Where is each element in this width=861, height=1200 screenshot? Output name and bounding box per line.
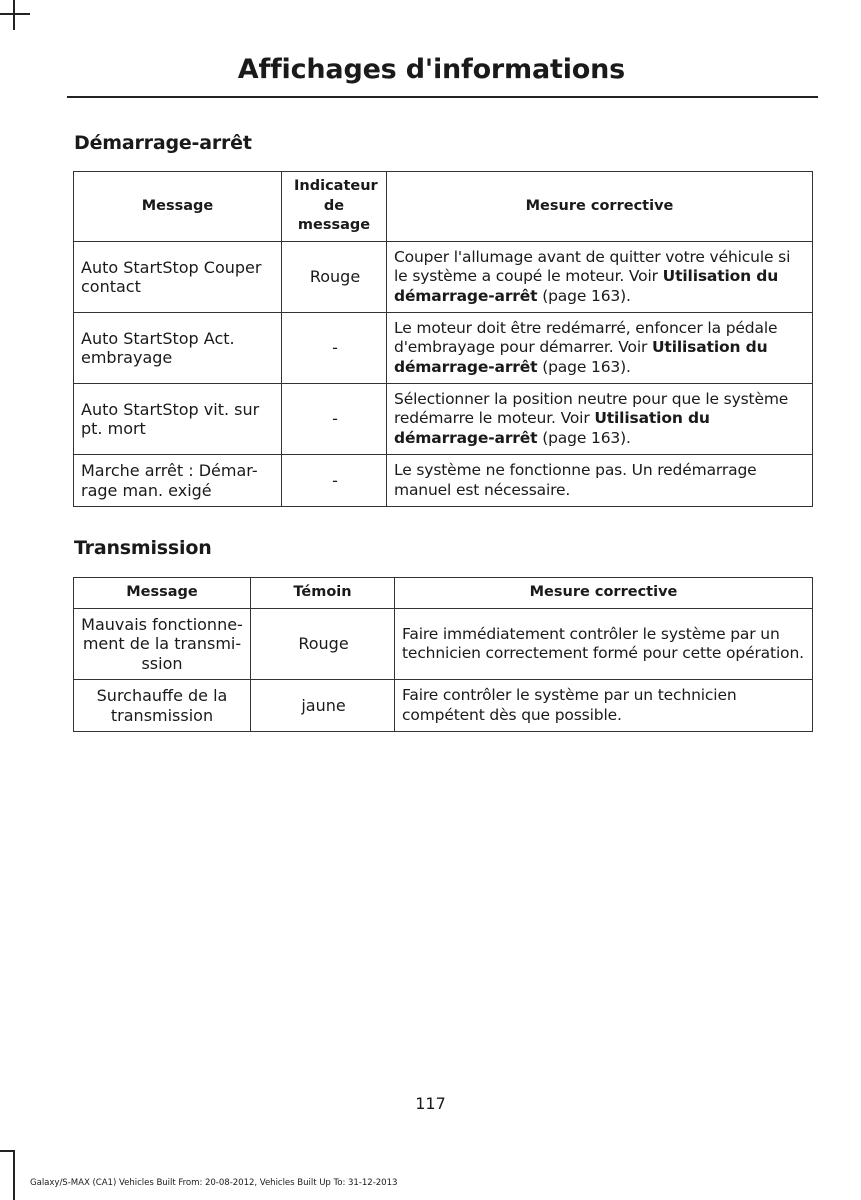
message-cell: Marche arrêt : Démar-rage man. exigé: [74, 455, 282, 507]
message-cell: Auto StartStop vit. sur pt. mort: [74, 384, 282, 455]
footer-vehicle-info: Galaxy/S-MAX (CA1) Vehicles Built From: 20-08-2012, Vehicles Built Up To: 31-12-2013: [30, 1178, 398, 1188]
column-header-indicator: Témoin: [251, 578, 395, 609]
cross-reference-link[interactable]: Utilisation du démarrage-arrêt: [394, 267, 779, 305]
corrective-action-cell: [387, 313, 813, 384]
action-text: Couper l'allumage avant de quitter votre véhicule si le système a coupé le moteur. Voir: [394, 247, 791, 286]
action-text: Le moteur doit être redémarré, enfoncer la pédale d'embrayage pour démarrer. Voir: [394, 318, 778, 357]
table-row: [74, 455, 813, 507]
page-title: Affichages d'informations: [237, 54, 625, 85]
indicator-cell: -: [282, 384, 387, 455]
table-row: [74, 242, 813, 313]
column-header-message: Message: [74, 172, 282, 242]
cross-reference-link[interactable]: Utilisation du démarrage-arrêt: [394, 338, 768, 376]
page-reference: (page 163).: [537, 286, 631, 305]
header-divider: [67, 96, 818, 98]
indicator-cell: -: [282, 313, 387, 384]
crop-mark-top-left-vertical: [13, 0, 15, 30]
indicator-cell: jaune: [251, 680, 395, 732]
message-cell: Auto StartStop Act. embrayage: [74, 313, 282, 384]
message-cell: Auto StartStop Couper contact: [74, 242, 282, 313]
message-cell: Mauvais fonctionne-ment de la transmi-ssion: [74, 609, 251, 680]
corrective-action-cell: [387, 242, 813, 313]
corrective-action-cell: [387, 384, 813, 455]
transmission-table: [73, 577, 813, 732]
column-header-message: Message: [74, 578, 251, 609]
corrective-action-cell: Le système ne fonctionne pas. Un redémarrage manuel est nécessaire.: [387, 455, 813, 507]
column-header-corrective-action: Mesure corrective: [395, 578, 813, 609]
crop-mark-bottom-left-horizontal: [0, 1150, 15, 1152]
indicator-cell: Rouge: [251, 609, 395, 680]
page-reference: (page 163).: [537, 357, 631, 376]
table-row: [74, 384, 813, 455]
page-number: 117: [415, 1094, 446, 1113]
indicator-cell: Rouge: [282, 242, 387, 313]
crop-mark-bottom-left-vertical: [13, 1150, 15, 1200]
start-stop-table: [73, 171, 813, 507]
column-header-corrective-action: Mesure corrective: [387, 172, 813, 242]
indicator-cell: -: [282, 455, 387, 507]
message-cell: Surchauffe de la transmission: [74, 680, 251, 732]
crop-mark-top-left-horizontal: [0, 13, 30, 15]
cross-reference-link[interactable]: Utilisation du démarrage-arrêt: [394, 409, 710, 447]
action-text: Sélectionner la position neutre pour que le système redémarre le moteur. Voir: [394, 389, 789, 428]
corrective-action-cell: Faire contrôler le système par un technicien compétent dès que possible.: [395, 680, 813, 732]
corrective-action-cell: Faire immédiatement contrôler le système par un technicien correctement formé pour cette opération.: [395, 609, 813, 680]
table-row: [74, 313, 813, 384]
section-title-start-stop: Démarrage-arrêt: [74, 132, 252, 154]
section-title-transmission: Transmission: [74, 537, 212, 559]
column-header-indicator: Indicateur de message: [282, 172, 387, 242]
page-reference: (page 163).: [537, 428, 631, 447]
table-row: [74, 680, 813, 732]
table-row: [74, 609, 813, 680]
